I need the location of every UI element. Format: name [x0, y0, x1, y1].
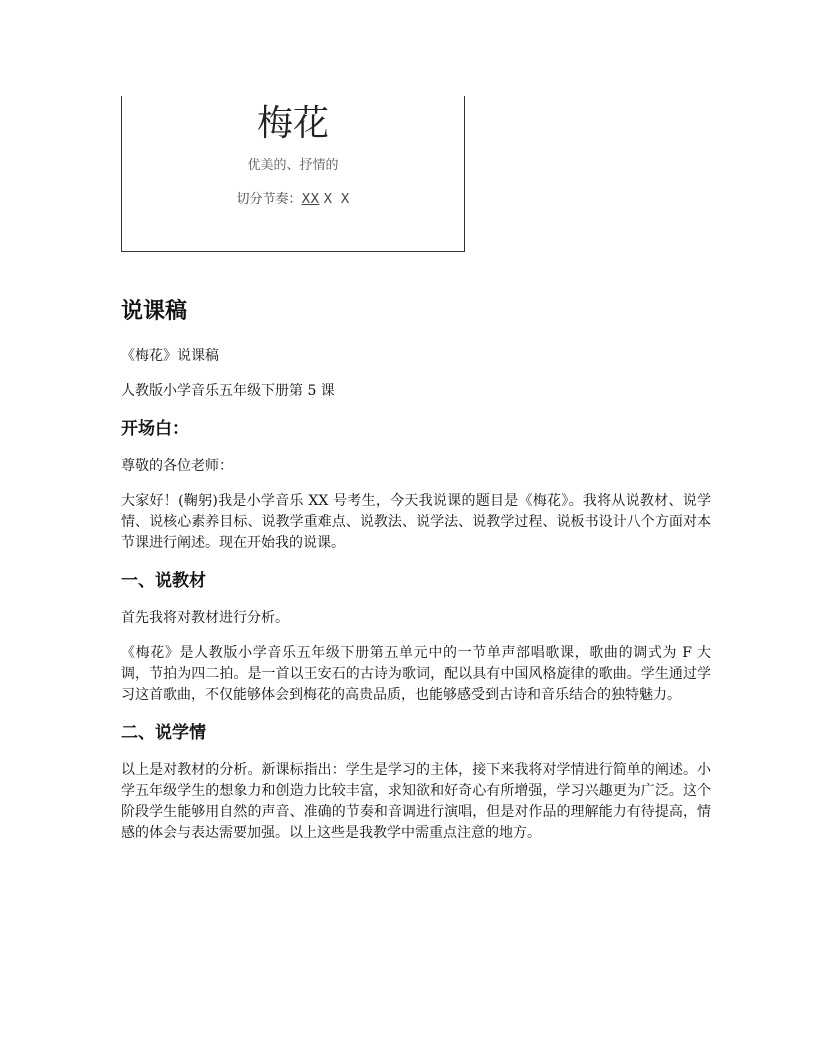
document-body [121, 296, 711, 858]
rhythm-underlined: XX [301, 192, 320, 207]
rhythm-rest: X X [319, 192, 350, 207]
section2-paragraph-1: 以上是对教材的分析。新课标指出：学生是学习的主体，接下来我将对学情进行简单的阐述。小学五年级学生的想象力和创造力比较丰富，求知欲和好奇心有所增强，学习兴趣更为广泛。这个阶段学生能够用自然的声音、准确的节奏和音调进行演唱，但是对作品的理解能力有待提高，情感的体会与表达需要加强。以上这些是我教学中需重点注意的地方。 [121, 762, 711, 841]
mood-text: 优美的、抒情的 [247, 158, 339, 173]
intro-paragraph: 大家好！(鞠躬)我是小学音乐 XX 号考生，今天我说课的题目是《梅花》。我将从说教材、说学情、说核心素养目标、说教学重难点、说教法、说学法、说教学过程、说板书设计八个方面对本节课进行阐述。现在开始我的说课。 [121, 493, 711, 551]
section2-heading: 二、说学情 [121, 723, 206, 743]
greeting-paragraph: 尊敬的各位老师： [121, 458, 233, 474]
section1-paragraph-2: 《梅花》是人教版小学音乐五年级下册第五单元中的一节单声部唱歌课，歌曲的调式为 F 大调，节拍为四二拍。是一首以王安石的古诗为歌词，配以具有中国风格旋律的歌曲。学生通过学习这首歌曲，不仅能够体会到梅花的高贵品质，也能够感受到古诗和音乐结合的独特魅力。 [121, 645, 711, 703]
song-title: 梅花 [256, 103, 329, 144]
section1-heading: 一、说教材 [121, 571, 206, 591]
section1-paragraph-1: 首先我将对教材进行分析。 [121, 610, 289, 626]
edition-line: 人教版小学音乐五年级下册第 5 课 [121, 383, 335, 399]
rhythm-line [122, 188, 464, 207]
document-subtitle: 《梅花》说课稿 [121, 348, 219, 364]
opening-heading: 开场白： [121, 419, 189, 439]
rhythm-label: 切分节奏： [236, 192, 302, 207]
song-header-box [121, 96, 465, 252]
document-title: 说课稿 [121, 299, 188, 324]
